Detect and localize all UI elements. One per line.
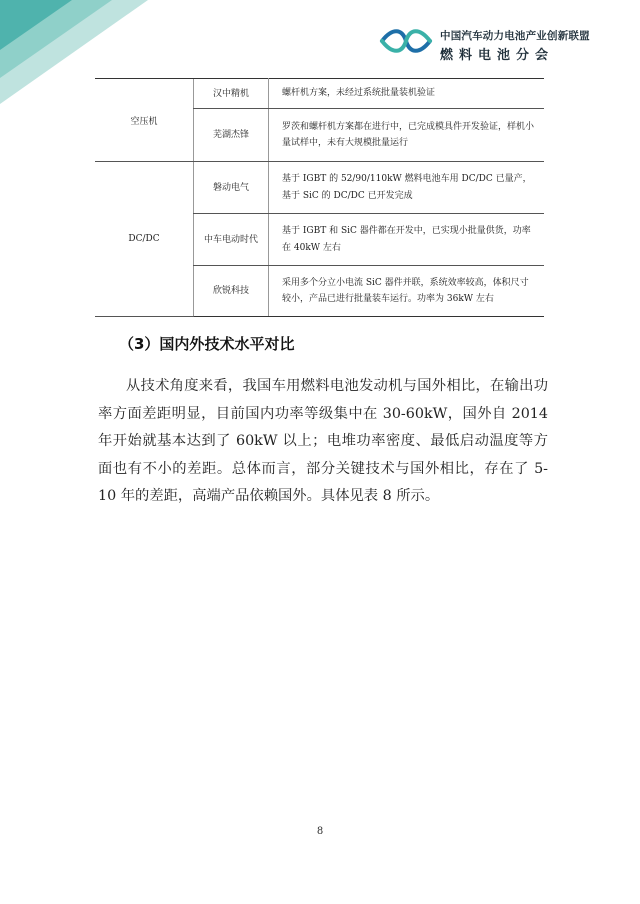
table-description: 基于 IGBT 和 SiC 器件都在开发中，已实现小批量供货，功率在 40kW 左右 — [269, 214, 545, 266]
table-company: 欣锐科技 — [194, 266, 269, 317]
table-row — [95, 162, 544, 214]
table-description: 基于 IGBT 的 52/90/110kW 燃料电池车用 DC/DC 已量产，基于 SiC 的 DC/DC 已开发完成 — [269, 162, 545, 214]
comparison-table — [95, 78, 544, 317]
table-company: 汉中精机 — [194, 79, 269, 109]
table-description: 采用多个分立小电流 SiC 器件并联，系统效率较高，体积尺寸较小，产品已进行批量装车运行。功率为 36kW 左右 — [269, 266, 545, 317]
table-row — [95, 79, 544, 109]
page-number: 8 — [316, 826, 324, 837]
table-company: 中车电动时代 — [194, 214, 269, 266]
section-heading: （3）国内外技术水平对比 — [119, 335, 295, 353]
table-company: 芜湖杰锋 — [194, 109, 269, 162]
table-description: 罗茨和螺杆机方案都在进行中，已完成模具件开发验证，样机小量试样中，未有大规模批量运行 — [269, 109, 545, 162]
org-name: 中国汽车动力电池产业创新联盟 — [440, 30, 590, 42]
org-branch: 燃料电池分会 — [440, 48, 555, 63]
table-company: 磐动电气 — [194, 162, 269, 214]
org-logo — [378, 22, 618, 62]
table-category: 空压机 — [95, 79, 194, 162]
body-paragraph: 从技术角度来看，我国车用燃料电池发动机与国外相比，在输出功率方面差距明显，目前国内功率等级集中在 30-60kW，国外自 2014 年开始就基本达到了 60kW 以上；电堆功率密度、最低启动温度等方面也有不小的差距。总体而言，部分关键技术与国外相比，存在了 5-10 年的差距，高端产品依赖国外。具体见表 8 所示。 — [98, 378, 548, 504]
table-description: 螺杆机方案，未经过系统批量装机验证 — [269, 79, 545, 109]
logo-mark-icon — [378, 28, 434, 54]
table-category: DC/DC — [95, 162, 194, 317]
